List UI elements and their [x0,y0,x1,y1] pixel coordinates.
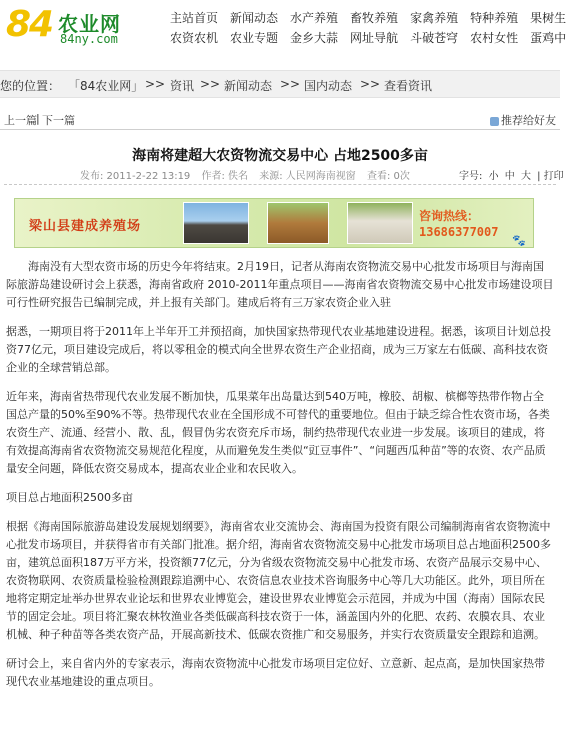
article-body [6,258,554,702]
nav-link[interactable]: 农资农机 [170,31,219,45]
font-size-large-button[interactable]: 大 [520,171,531,182]
nav-link[interactable]: 特种养殖 [470,11,519,25]
breadcrumb [0,70,560,98]
breadcrumb-separator: >> [200,77,221,91]
paw-icon: 🐾 [512,234,526,247]
nav-link[interactable]: 家禽养殖 [410,11,459,25]
author: 作者: 佚名 [201,171,249,182]
recommend-label: 推荐给好友 [501,114,556,127]
banner-hotline-label: 咨询热线： [419,209,480,223]
nav-link[interactable]: 水产养殖 [290,11,339,25]
nav-link[interactable]: 网址导航 [350,31,399,45]
nav-row-2 [170,28,570,48]
breadcrumb-separator: >> [145,77,166,91]
article-paragraph: 海南没有大型农资市场的历史今年将结束。2月19日，记者从海南农资物流交易中心批发市场项目与海南国际旅游岛建设研讨会上获悉，海南省政府 2010-2011年重点项目——海南省农资物流交易中心批发市场建设项目可行性研究报告已编制完成，并上报有关部门。建成后将有三万家农资企业入驻 [6,260,554,309]
recommend-link[interactable] [490,112,556,128]
breadcrumb-label: 您的位置： [0,79,61,93]
site-header [0,0,567,50]
nav-link[interactable]: 主站首页 [170,11,219,25]
font-size-label: 字号: [459,171,483,182]
article-subheading: 项目总占地面积2500多亩 [6,491,133,504]
banner-title: 梁山县建成养殖场 [29,219,142,234]
article-paragraph: 据悉，一期项目将于2011年上半年开工并预招商，加快国家热带现代农业基地建设进程。据悉，该项目计划总投资77亿元，项目建设完成后，将以零租金的模式向全世界农资生产企业招商，成为三万家左右低碳、高科技农资企业的全球营销总部。 [6,325,551,374]
article-paragraph: 研讨会上，来自省内外的专家表示，海南农资物流中心批发市场项目定位好、立意新、起点高，是加快国家热带现代农业基地建设的重点项目。 [6,657,545,688]
nav-link[interactable]: 斗破苍穹 [410,31,459,45]
cattle-photo [267,202,329,244]
breadcrumb-item-news[interactable]: 资讯 [170,79,195,93]
ad-banner[interactable] [14,198,534,248]
logo-url: 84ny.com [60,32,118,46]
breadcrumb-separator: >> [360,77,381,91]
next-article-link[interactable]: 下一篇 [42,114,75,127]
breadcrumb-item-updates[interactable]: 新闻动态 [224,79,273,93]
print-button[interactable]: | 打印 [537,171,564,182]
breadcrumb-item-current: 查看资讯 [384,79,433,93]
banner-phone: 13686377007 [419,225,499,239]
nav-row-1 [170,8,570,28]
nav-link[interactable]: 果树生 [530,11,567,25]
article-title: 海南将建超大农资物流交易中心 占地2500多亩 [132,148,428,164]
top-navigation [170,8,570,48]
sheep-photo [347,202,413,244]
donkey-photo [183,202,249,244]
nav-link[interactable]: 畜牧养殖 [350,11,399,25]
breadcrumb-separator: >> [280,77,301,91]
nav-link[interactable]: 蛋鸡中 [530,31,567,45]
font-size-small-button[interactable]: 小 [488,171,499,182]
breadcrumb-item-home[interactable]: 「84农业网」 [68,79,144,93]
breadcrumb-item-domestic[interactable]: 国内动态 [304,79,353,93]
pager-divider: | [36,112,40,125]
site-logo[interactable] [4,4,154,48]
logo-number: 84 [6,4,53,45]
font-size-controls [456,167,564,182]
nav-link[interactable]: 农村女性 [470,31,519,45]
view-count: 查看: 0次 [367,171,410,182]
prev-article-link[interactable]: 上一篇 [4,114,37,127]
source: 来源: 人民网海南视窗 [259,171,356,182]
share-icon [490,117,499,126]
article-paragraph: 近年来，海南省热带现代农业发展不断加快，瓜果菜年出岛量达到540万吨，橡胶、胡椒、槟榔等热带作物占全国总产量的50%至90%不等。热带现代农业在全国形成不可替代的重要地位。但由于缺乏综合性农资市场，各类农资生产、流通、经营小、散、乱，假冒伪劣农资充斥市场，制约热带现代农业进一步发展。该项目的建成，将有效提高海南省农资物流交易规范化程度，从而避免发生类似“豇豆事件”、“问题西瓜种苗”等的农资、农产品质量安全问题，降低农资交易成本，提高农业企业和农民收入。 [6,390,550,475]
publish-date: 发布: 2011-2-22 13:19 [80,171,191,182]
header-divider [4,184,556,185]
nav-link[interactable]: 农业专题 [230,31,279,45]
logo-name: 农业网 [58,12,121,36]
font-size-medium-button[interactable]: 中 [504,171,515,182]
nav-link[interactable]: 金乡大蒜 [290,31,339,45]
article-meta [80,167,418,182]
article-pager [0,108,560,130]
nav-link[interactable]: 新闻动态 [230,11,279,25]
article-paragraph: 根据《海南国际旅游岛建设发展规划纲要》，海南省农业交流协会、海南国为投资有限公司编制海南省农资物流中心批发市场项目，并获得省市有关部门批准。据介绍，海南省农资物流交易中心批发市场项目总占地面积2500多亩，建筑总面积187万平方米，投资额77亿元，分为省级农资物流交易中心批发市场、农资产品展示交易中心、农资物联网、农资质量检验检测跟踪追溯中心、农资信息农业技术咨询服务中心等几大功能区。此外，项目所在地将定期定址举办世界农业论坛和世界农业博览会，建设世界农业博览会示范园，并成为中国（海南）国际农民节的固定会址。项目将汇聚农林牧渔业各类低碳高科技农资于一体，涵盖国内外的化肥、农药、农膜农具、农业机械、种子种苗等各类农资产品，开展高新技术、低碳农资推广和交易服务，并实行农资质量安全跟踪和追溯。 [6,520,551,641]
